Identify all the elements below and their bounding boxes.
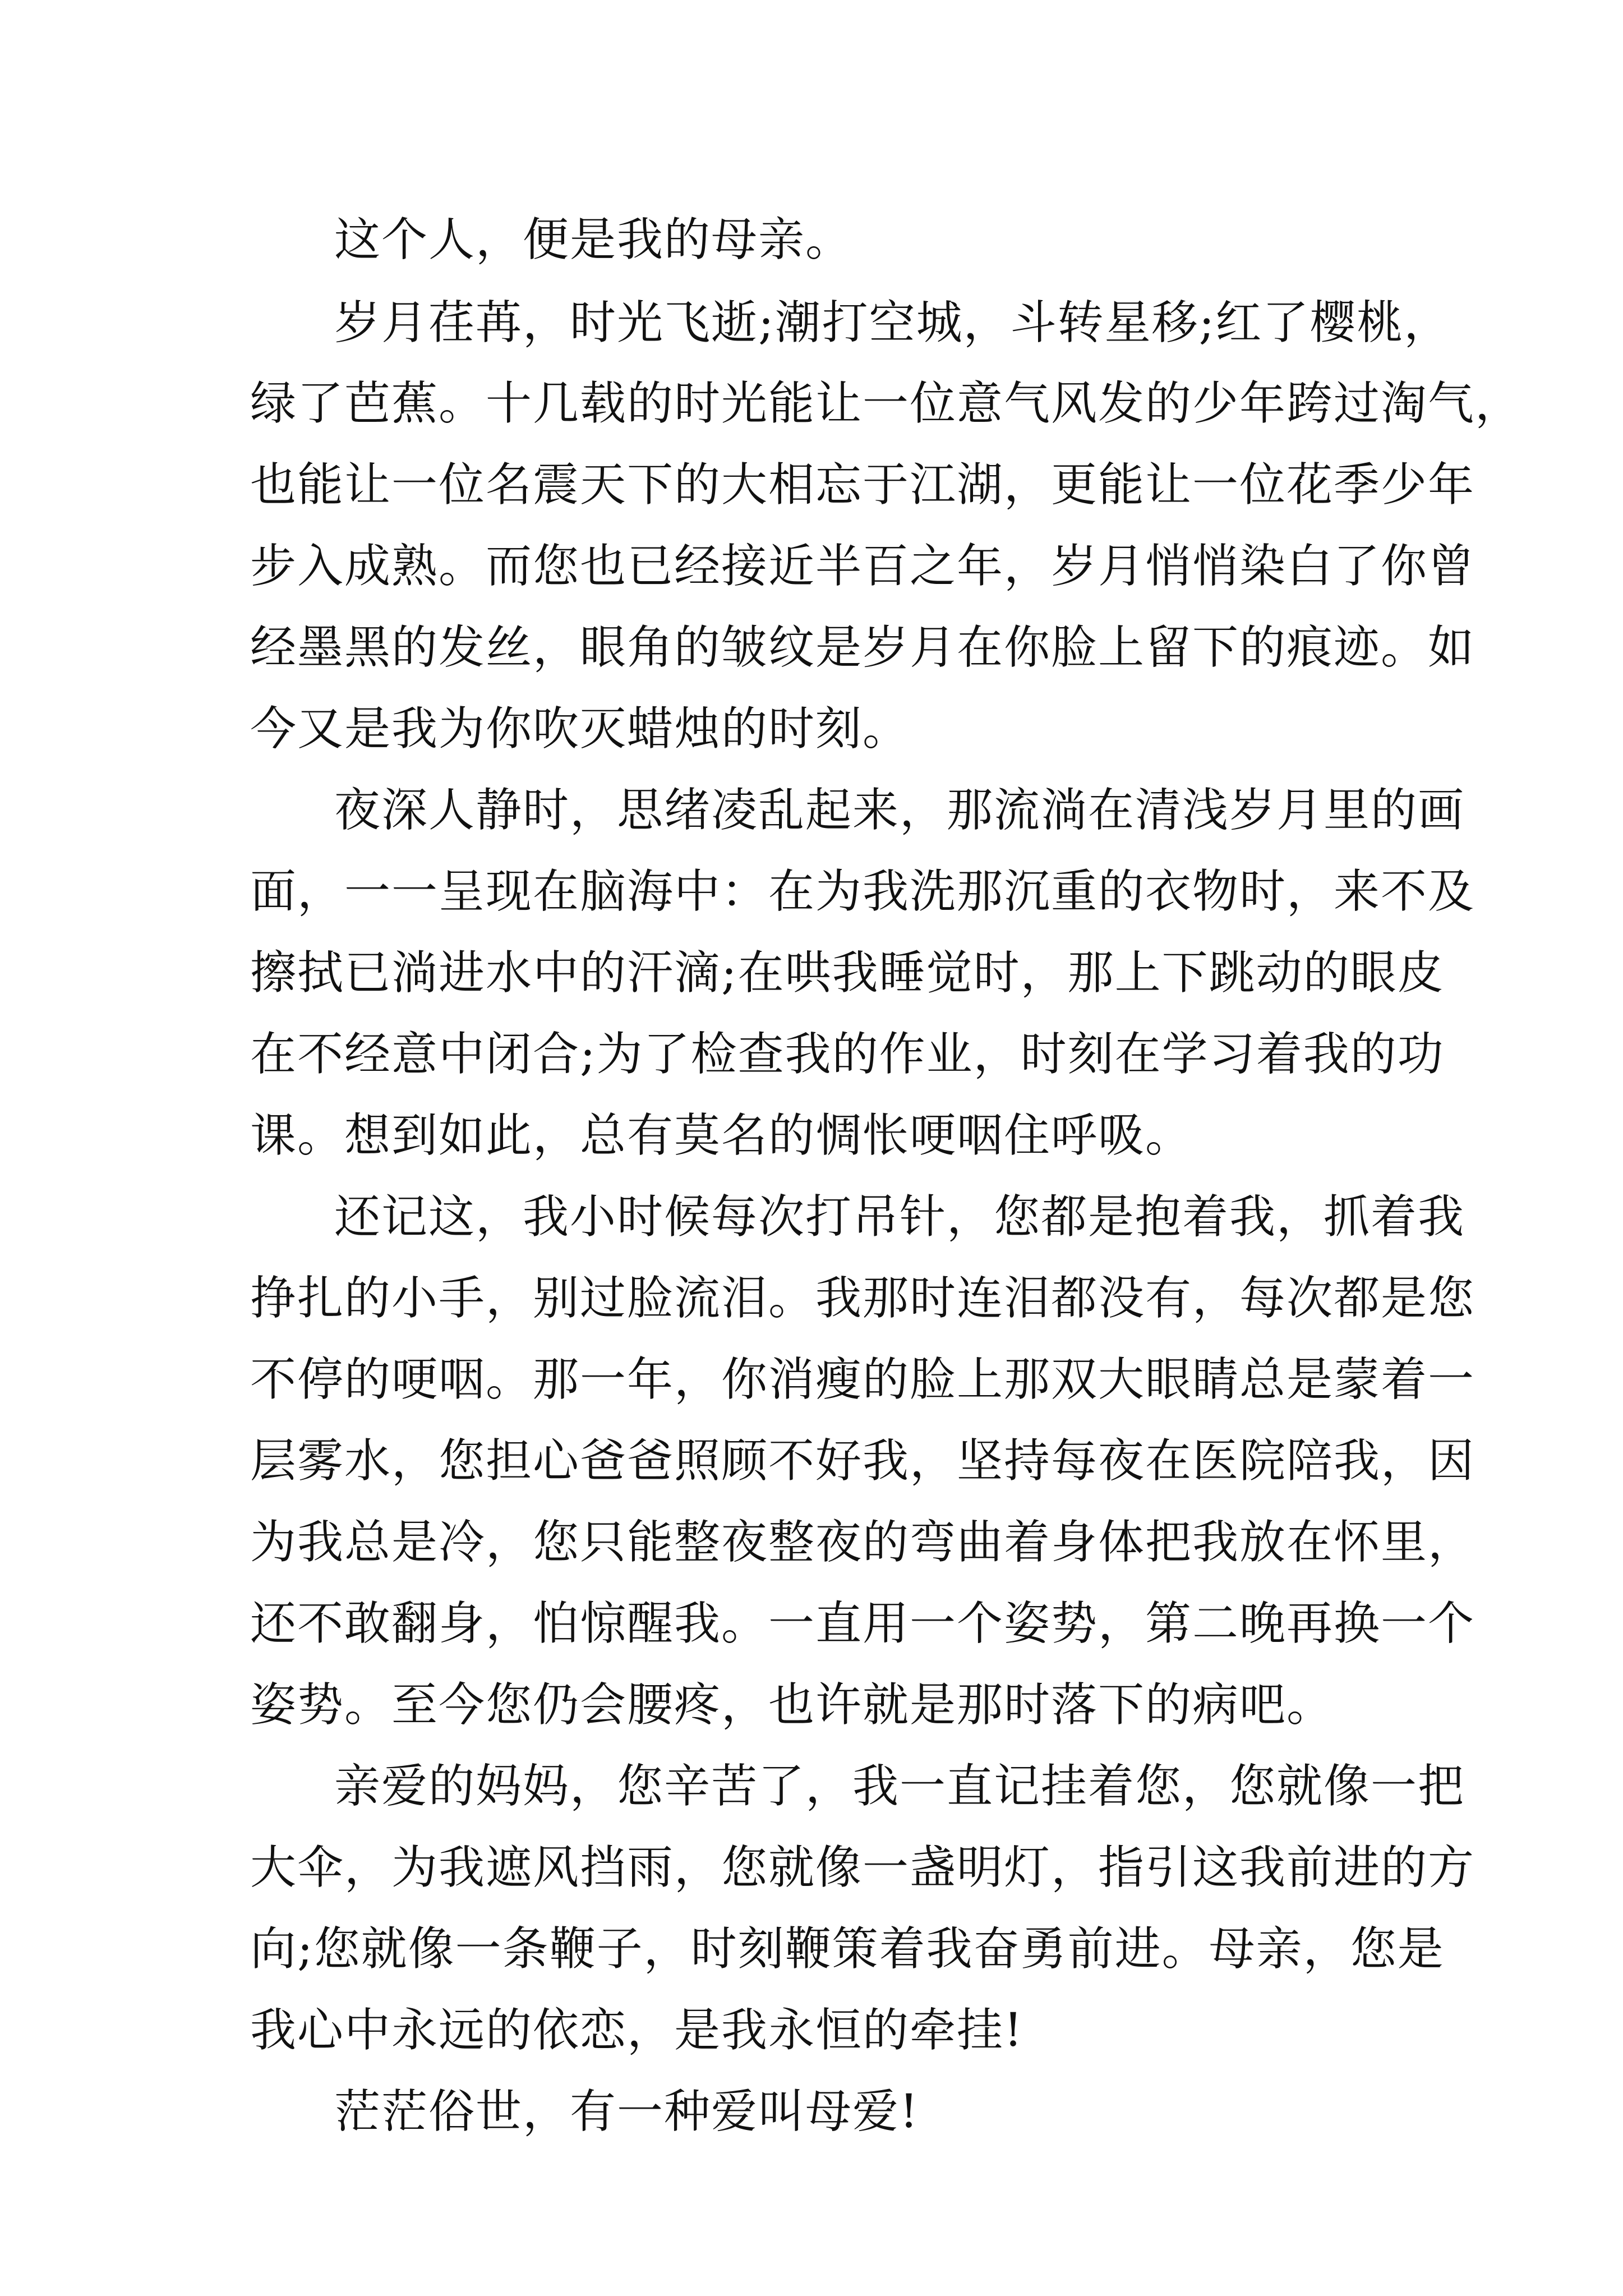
paragraph-4-line-4: 层雾水，您担心爸爸照顾不好我，坚持每夜在医院陪我，因 <box>250 1434 1476 1488</box>
paragraph-5-line-4: 我心中永远的依恋，是我永恒的牵挂! <box>250 2004 1023 2057</box>
paragraph-6-line-1: 茫茫俗世，有一种爱叫母爱! <box>334 2085 919 2138</box>
paragraph-5-line-1: 亲爱的妈妈，您辛苦了，我一直记挂着您，您就像一把 <box>334 1760 1465 1813</box>
paragraph-2-line-2: 绿了芭蕉。十几载的时光能让一位意气风发的少年跨过淘气， <box>250 377 1523 430</box>
paragraph-4-line-2: 挣扎的小手，别过脸流泪。我那时连泪都没有，每次都是您 <box>250 1272 1476 1325</box>
paragraph-4-line-3: 不停的哽咽。那一年，你消瘦的脸上那双大眼睛总是蒙着一 <box>250 1353 1476 1406</box>
paragraph-2-line-6: 今又是我为你吹灭蜡烛的时刻。 <box>250 702 910 756</box>
paragraph-4-line-1: 还记这，我小时候每次打吊针，您都是抱着我，抓着我 <box>334 1190 1465 1244</box>
paragraph-4-line-7: 姿势。至今您仍会腰疼，也许就是那时落下的病吧。 <box>250 1678 1334 1732</box>
paragraph-3-line-5: 课。想到如此，总有莫名的惆怅哽咽住呼吸。 <box>250 1109 1193 1162</box>
paragraph-2-line-3: 也能让一位名震天下的大相忘于江湖，更能让一位花季少年 <box>250 458 1476 512</box>
paragraph-3-line-3: 擦拭已淌进水中的汗滴;在哄我睡觉时，那上下跳动的眼皮 <box>250 946 1445 1000</box>
paragraph-5-line-2: 大伞，为我遮风挡雨，您就像一盏明灯，指引这我前进的方 <box>250 1841 1476 1894</box>
paragraph-2-line-5: 经墨黑的发丝，眼角的皱纹是岁月在你脸上留下的痕迹。如 <box>250 621 1476 674</box>
paragraph-3-line-1: 夜深人静时，思绪凌乱起来，那流淌在清浅岁月里的画 <box>334 784 1465 837</box>
paragraph-2-line-1: 岁月荏苒，时光飞逝;潮打空城，斗转星移;红了樱桃， <box>334 296 1451 349</box>
paragraph-4-line-5: 为我总是冷，您只能整夜整夜的弯曲着身体把我放在怀里， <box>250 1516 1476 1569</box>
paragraph-5-line-3: 向;您就像一条鞭子，时刻鞭策着我奋勇前进。母亲，您是 <box>250 1922 1445 1976</box>
paragraph-4-line-6: 还不敢翻身，怕惊醒我。一直用一个姿势，第二晚再换一个 <box>250 1597 1476 1650</box>
paragraph-3-line-4: 在不经意中闭合;为了检查我的作业，时刻在学习着我的功 <box>250 1028 1445 1081</box>
paragraph-2-line-4: 步入成熟。而您也已经接近半百之年，岁月悄悄染白了你曾 <box>250 540 1476 593</box>
paragraph-3-line-2: 面，一一呈现在脑海中：在为我洗那沉重的衣物时，来不及 <box>250 865 1476 918</box>
paragraph-1-line-1: 这个人，便是我的母亲。 <box>334 213 853 266</box>
